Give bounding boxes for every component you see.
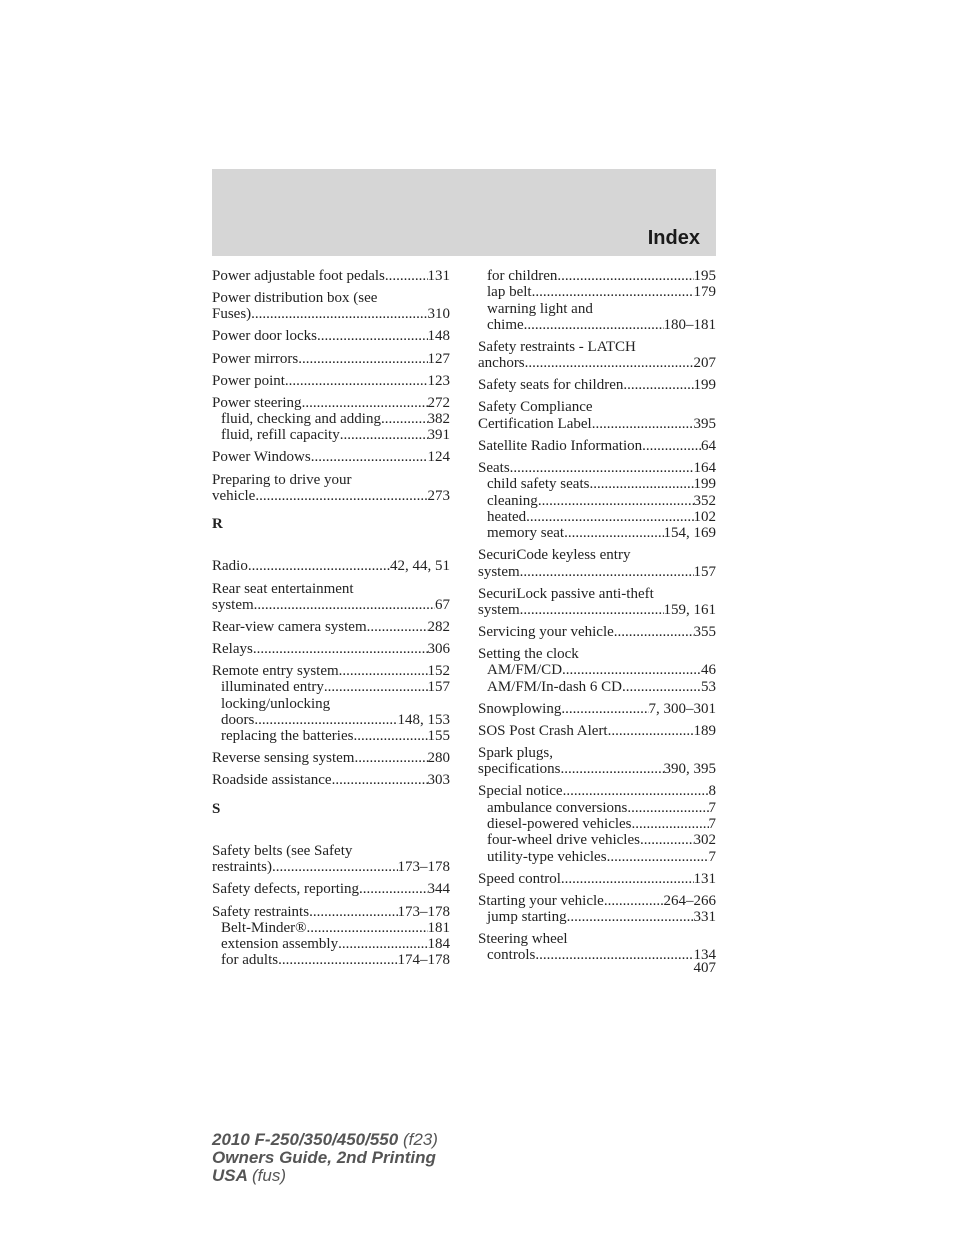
entry-page-ref: 154, 169: [663, 525, 716, 542]
entry-text: controls: [487, 947, 536, 964]
entry-text: ambulance conversions: [487, 799, 628, 816]
index-entry: [478, 399, 716, 432]
entry-text: Radio: [212, 558, 248, 575]
entry-text: for children: [487, 268, 558, 284]
entry-text: Power point: [212, 372, 285, 389]
entry-text: for adults: [221, 952, 279, 969]
entry-text: Power distribution box (see: [212, 290, 378, 307]
entry-page-ref: 391: [427, 427, 450, 444]
entry-text: utility-type vehicles: [487, 848, 607, 865]
dot-leader: [557, 268, 693, 284]
dot-leader: [381, 411, 428, 427]
index-entry-line: [212, 351, 450, 367]
entry-page-ref: 8: [708, 783, 716, 800]
index-entry-line: [478, 377, 716, 393]
dot-leader: [640, 832, 694, 848]
entry-text: Fuses): [212, 306, 252, 323]
dot-leader: [339, 663, 428, 679]
entry-text: Safety seats for children: [478, 377, 624, 394]
index-subentry-line: [478, 301, 716, 317]
entry-page-ref: 134: [693, 947, 716, 964]
index-entry-line: [478, 339, 716, 355]
index-subentry-line: [478, 317, 716, 333]
index-subentry-line: [478, 268, 716, 284]
entry-page-ref: 195: [693, 268, 716, 284]
index-subentry-line: [212, 728, 450, 744]
entry-page-ref: 282: [427, 618, 450, 635]
index-entry-line: [212, 881, 450, 897]
entry-page-ref: 395: [693, 415, 716, 432]
dot-leader: [298, 351, 427, 367]
entry-page-ref: 303: [427, 772, 450, 789]
index-subentry-line: [478, 662, 716, 678]
index-entry-line: [478, 438, 716, 454]
index-entry: [478, 646, 716, 695]
index-entry-line: [212, 750, 450, 766]
index-entry: [212, 881, 450, 897]
entry-text: Seats: [478, 459, 510, 476]
dot-leader: [309, 904, 397, 920]
entry-text: cleaning: [487, 492, 538, 509]
index-subentry-line: [212, 427, 450, 443]
index-entry-line: [212, 641, 450, 657]
index-entry: [478, 931, 716, 964]
entry-page-ref: 148, 153: [397, 712, 450, 728]
entry-text: Certification Label: [478, 415, 592, 432]
entry-page-ref: 207: [693, 355, 716, 372]
entry-text: Servicing your vehicle: [478, 624, 614, 641]
entry-text: locking/unlocking: [221, 695, 331, 712]
index-subentry-line: [212, 679, 450, 695]
entry-page-ref: 174–178: [397, 952, 450, 969]
index-entry-line: [478, 624, 716, 640]
index-entry-line: [212, 306, 450, 322]
entry-page-ref: 306: [427, 641, 450, 658]
dot-leader: [561, 871, 694, 887]
entry-page-ref: 302: [693, 832, 716, 849]
entry-text: SecuriCode keyless entry: [478, 547, 631, 564]
entry-text: fluid, refill capacity: [221, 427, 340, 444]
index-entry-line: [478, 564, 716, 580]
entry-page-ref: 7: [708, 848, 716, 865]
entry-text: Rear seat entertainment: [212, 580, 354, 597]
entry-text: AM/FM/In-dash 6 CD: [487, 678, 623, 695]
index-entry: [212, 843, 450, 876]
index-entry-line: [478, 399, 716, 415]
dot-leader: [353, 728, 427, 744]
dot-leader: [251, 306, 427, 322]
footer-region-code: (fus): [252, 1166, 286, 1185]
footer-model: 2010 F-250/350/450/550: [212, 1130, 399, 1149]
page-number: 407: [693, 960, 716, 976]
index-subentry-line: [478, 800, 716, 816]
entry-text: four-wheel drive vehicles: [487, 832, 640, 849]
dot-leader: [278, 952, 397, 968]
dot-leader: [340, 427, 428, 443]
index-entry-line: [478, 416, 716, 432]
index-entry-line: [212, 488, 450, 504]
page-title: Index: [647, 227, 700, 249]
dot-leader: [254, 712, 397, 728]
dot-leader: [607, 849, 709, 865]
index-entry: [478, 460, 716, 541]
dot-leader: [307, 920, 428, 936]
entry-page-ref: 42, 44, 51: [390, 558, 450, 575]
dot-leader: [525, 355, 694, 371]
entry-page-ref: 7: [708, 815, 716, 832]
index-entry: [212, 581, 450, 614]
entry-page-ref: 264–266: [663, 892, 716, 909]
entry-page-ref: 280: [427, 750, 450, 767]
dot-leader: [510, 460, 694, 476]
index-entry-line: [478, 723, 716, 739]
dot-leader: [532, 284, 694, 300]
index-entry-line: [212, 449, 450, 465]
index-entry: [478, 339, 716, 372]
dot-leader: [520, 564, 694, 580]
entry-text: Relays: [212, 641, 253, 658]
index-entry: [212, 472, 450, 505]
index-entry-line: [212, 268, 450, 284]
entry-page-ref: 355: [693, 624, 716, 641]
entry-text: diesel-powered vehicles: [487, 815, 632, 832]
entry-page-ref: 382: [427, 411, 450, 428]
index-subentry-line: [212, 712, 450, 728]
dot-leader: [560, 761, 663, 777]
entry-text: Power adjustable foot pedals: [212, 268, 385, 284]
dot-leader: [608, 723, 694, 739]
index-entry-line: [478, 547, 716, 563]
index-entry: [212, 619, 450, 635]
entry-text: Power steering: [212, 394, 302, 411]
dot-leader: [592, 416, 694, 432]
entry-text: Spark plugs,: [478, 744, 553, 761]
dot-leader: [254, 597, 435, 613]
index-entry-line: [212, 290, 450, 306]
entry-text: chime: [487, 316, 524, 333]
entry-text: specifications: [478, 761, 561, 778]
entry-page-ref: 131: [427, 268, 450, 284]
dot-leader: [604, 893, 664, 909]
dot-leader: [324, 679, 428, 695]
entry-page-ref: 184: [427, 936, 450, 953]
index-letter-heading: R: [212, 516, 223, 533]
index-entry: [212, 641, 450, 657]
entry-text: child safety seats: [487, 476, 590, 493]
index-entry: [212, 290, 450, 323]
entry-text: heated: [487, 508, 527, 525]
entry-page-ref: 7: [708, 799, 716, 816]
dot-leader: [248, 558, 390, 574]
index-entry: [212, 558, 450, 574]
index-entry-line: [212, 772, 450, 788]
entry-text: fluid, checking and adding: [221, 411, 381, 428]
index-subentry-line: [478, 832, 716, 848]
index-entry: [478, 783, 716, 864]
entry-page-ref: 352: [693, 492, 716, 509]
entry-page-ref: 102: [693, 508, 716, 525]
entry-page-ref: 199: [693, 476, 716, 493]
index-entry-line: [478, 701, 716, 717]
index-entry: [212, 351, 450, 367]
index-entry-line: [212, 597, 450, 613]
index-entry-line: [212, 843, 450, 859]
dot-leader: [589, 476, 693, 492]
index-entry-line: [478, 893, 716, 909]
index-entry: [212, 750, 450, 766]
entry-page-ref: 273: [427, 487, 450, 504]
dot-leader: [332, 772, 428, 788]
entry-text: Power door locks: [212, 328, 317, 345]
index-entry: [478, 701, 716, 717]
index-entry: [212, 904, 450, 969]
entry-text: warning light and: [487, 300, 593, 317]
index-entry: [478, 745, 716, 778]
index-entry-line: [478, 761, 716, 777]
index-entry: [478, 893, 716, 926]
entry-text: system: [212, 596, 254, 613]
index-entry: [478, 268, 716, 333]
index-entry-line: [212, 472, 450, 488]
entry-page-ref: 173–178: [397, 859, 450, 876]
entry-page-ref: 180–181: [663, 316, 716, 333]
dot-leader: [359, 881, 427, 897]
index-entry-line: [212, 395, 450, 411]
dot-leader: [627, 800, 708, 816]
entry-text: system: [478, 601, 520, 618]
index-entry: [212, 268, 450, 284]
index-entry-line: [478, 646, 716, 662]
index-entry: [212, 373, 450, 389]
dot-leader: [564, 525, 663, 541]
entry-page-ref: 189: [693, 722, 716, 739]
entry-page-ref: 7, 300–301: [648, 700, 716, 717]
entry-page-ref: 148: [427, 328, 450, 345]
index-entry-line: [212, 663, 450, 679]
entry-text: illuminated entry: [221, 679, 324, 696]
index-entry: [478, 586, 716, 619]
dot-leader: [563, 783, 709, 799]
dot-leader: [367, 619, 428, 635]
entry-text: Setting the clock: [478, 646, 579, 663]
index-entry-line: [212, 904, 450, 920]
index-entry: [212, 772, 450, 788]
entry-page-ref: 390, 395: [663, 761, 716, 778]
dot-leader: [562, 662, 701, 678]
footer-model-code: (f23): [402, 1130, 438, 1149]
index-letter-heading: S: [212, 800, 221, 817]
index-entry: [212, 395, 450, 444]
entry-text: SOS Post Crash Alert: [478, 722, 608, 739]
entry-text: Special notice: [478, 783, 563, 800]
index-entry: [478, 377, 716, 393]
footer-region: USA: [212, 1166, 248, 1185]
index-subentry-line: [478, 284, 716, 300]
entry-page-ref: 157: [693, 563, 716, 580]
entry-text: Belt-Minder®: [221, 919, 307, 936]
index-entry-line: [478, 355, 716, 371]
dot-leader: [338, 936, 427, 952]
dot-leader: [385, 268, 428, 284]
entry-text: Safety restraints - LATCH: [478, 338, 636, 355]
dot-leader: [561, 701, 648, 717]
index-subentry-line: [478, 849, 716, 865]
index-entry: [478, 624, 716, 640]
entry-page-ref: 53: [701, 678, 716, 695]
entry-text: Remote entry system: [212, 663, 339, 680]
dot-leader: [285, 373, 428, 389]
entry-page-ref: 344: [427, 881, 450, 898]
entry-page-ref: 67: [435, 596, 450, 613]
dot-leader: [526, 509, 693, 525]
index-subentry-line: [212, 952, 450, 968]
dot-leader: [520, 602, 664, 618]
entry-text: doors: [221, 712, 255, 728]
entry-text: replacing the batteries: [221, 728, 354, 745]
entry-text: Safety restraints: [212, 903, 310, 920]
footer: [212, 1131, 438, 1185]
dot-leader: [622, 679, 701, 695]
dot-leader: [524, 317, 664, 333]
index-entry-line: [212, 859, 450, 875]
entry-text: AM/FM/CD: [487, 662, 563, 679]
entry-text: Satellite Radio Information: [478, 437, 643, 454]
index-entry-line: [212, 373, 450, 389]
entry-text: lap belt: [487, 284, 532, 301]
dot-leader: [354, 750, 427, 766]
dot-leader: [614, 624, 694, 640]
index-subentry-line: [478, 679, 716, 695]
dot-leader: [567, 909, 694, 925]
entry-text: extension assembly: [221, 936, 339, 953]
index-subentry-line: [478, 525, 716, 541]
index-entry: [478, 438, 716, 454]
entry-text: vehicle: [212, 487, 256, 504]
index-entry-line: [478, 745, 716, 761]
dot-leader: [311, 449, 428, 465]
entry-page-ref: 179: [693, 284, 716, 301]
header-band: [212, 169, 716, 256]
entry-text: Starting your vehicle: [478, 892, 604, 909]
entry-page-ref: 131: [693, 870, 716, 887]
dot-leader: [255, 488, 427, 504]
entry-text: Safety Compliance: [478, 399, 593, 416]
footer-printing: Owners Guide, 2nd Printing: [212, 1148, 436, 1167]
entry-text: Power Windows: [212, 449, 311, 466]
index-entry: [212, 328, 450, 344]
entry-text: Preparing to drive your: [212, 471, 352, 488]
index-subentry-line: [212, 920, 450, 936]
index-entry-line: [478, 783, 716, 799]
index-entry-line: [478, 586, 716, 602]
index-entry-line: [478, 602, 716, 618]
entry-text: SecuriLock passive anti-theft: [478, 585, 654, 602]
index-subentry-line: [478, 816, 716, 832]
entry-text: Roadside assistance: [212, 772, 332, 789]
index-subentry-line: [212, 696, 450, 712]
entry-page-ref: 124: [427, 449, 450, 466]
index-entry-line: [478, 460, 716, 476]
entry-page-ref: 164: [693, 459, 716, 476]
index-entry: [478, 547, 716, 580]
index-entry-line: [478, 871, 716, 887]
index-subentry-line: [212, 411, 450, 427]
index-entry: [212, 663, 450, 744]
index-entry: [478, 723, 716, 739]
entry-page-ref: 46: [701, 662, 716, 679]
index-subentry-line: [478, 909, 716, 925]
entry-text: Rear-view camera system: [212, 618, 367, 635]
dot-leader: [632, 816, 709, 832]
entry-text: Steering wheel: [478, 931, 568, 948]
entry-page-ref: 152: [427, 663, 450, 680]
index-entry-line: [478, 931, 716, 947]
index-entry-line: [212, 581, 450, 597]
entry-text: Safety belts (see Safety: [212, 843, 353, 860]
entry-text: restraints): [212, 859, 272, 876]
entry-text: Snowplowing: [478, 700, 562, 717]
dot-leader: [317, 328, 428, 344]
entry-page-ref: 272: [427, 394, 450, 411]
dot-leader: [538, 493, 694, 509]
entry-page-ref: 310: [427, 306, 450, 323]
index-column-right: [478, 268, 716, 970]
index-entry-line: [212, 328, 450, 344]
dot-leader: [642, 438, 701, 454]
entry-page-ref: 173–178: [397, 903, 450, 920]
entry-page-ref: 159, 161: [663, 601, 716, 618]
dot-leader: [253, 641, 428, 657]
entry-text: Speed control: [478, 870, 561, 887]
entry-text: Power mirrors: [212, 350, 299, 367]
entry-page-ref: 127: [427, 350, 450, 367]
index-entry: [212, 449, 450, 465]
index-subentry-line: [212, 936, 450, 952]
entry-text: anchors: [478, 355, 525, 372]
dot-leader: [302, 395, 428, 411]
entry-page-ref: 199: [693, 377, 716, 394]
index-entry-line: [212, 619, 450, 635]
dot-leader: [272, 859, 398, 875]
entry-page-ref: 64: [701, 437, 716, 454]
index-column-left: [212, 268, 450, 975]
index-subentry-line: [478, 509, 716, 525]
dot-leader: [623, 377, 693, 393]
index-entry-line: [212, 558, 450, 574]
entry-page-ref: 123: [427, 372, 450, 389]
entry-page-ref: 181: [427, 919, 450, 936]
index-entry: [478, 871, 716, 887]
index-subentry-line: [478, 476, 716, 492]
entry-page-ref: 157: [427, 679, 450, 696]
entry-text: jump starting: [487, 909, 567, 926]
index-subentry-line: [478, 493, 716, 509]
entry-text: system: [478, 563, 520, 580]
entry-page-ref: 155: [427, 728, 450, 745]
entry-page-ref: 331: [693, 909, 716, 926]
entry-text: Reverse sensing system: [212, 750, 355, 767]
entry-text: Safety defects, reporting: [212, 881, 360, 898]
entry-text: memory seat: [487, 525, 565, 542]
